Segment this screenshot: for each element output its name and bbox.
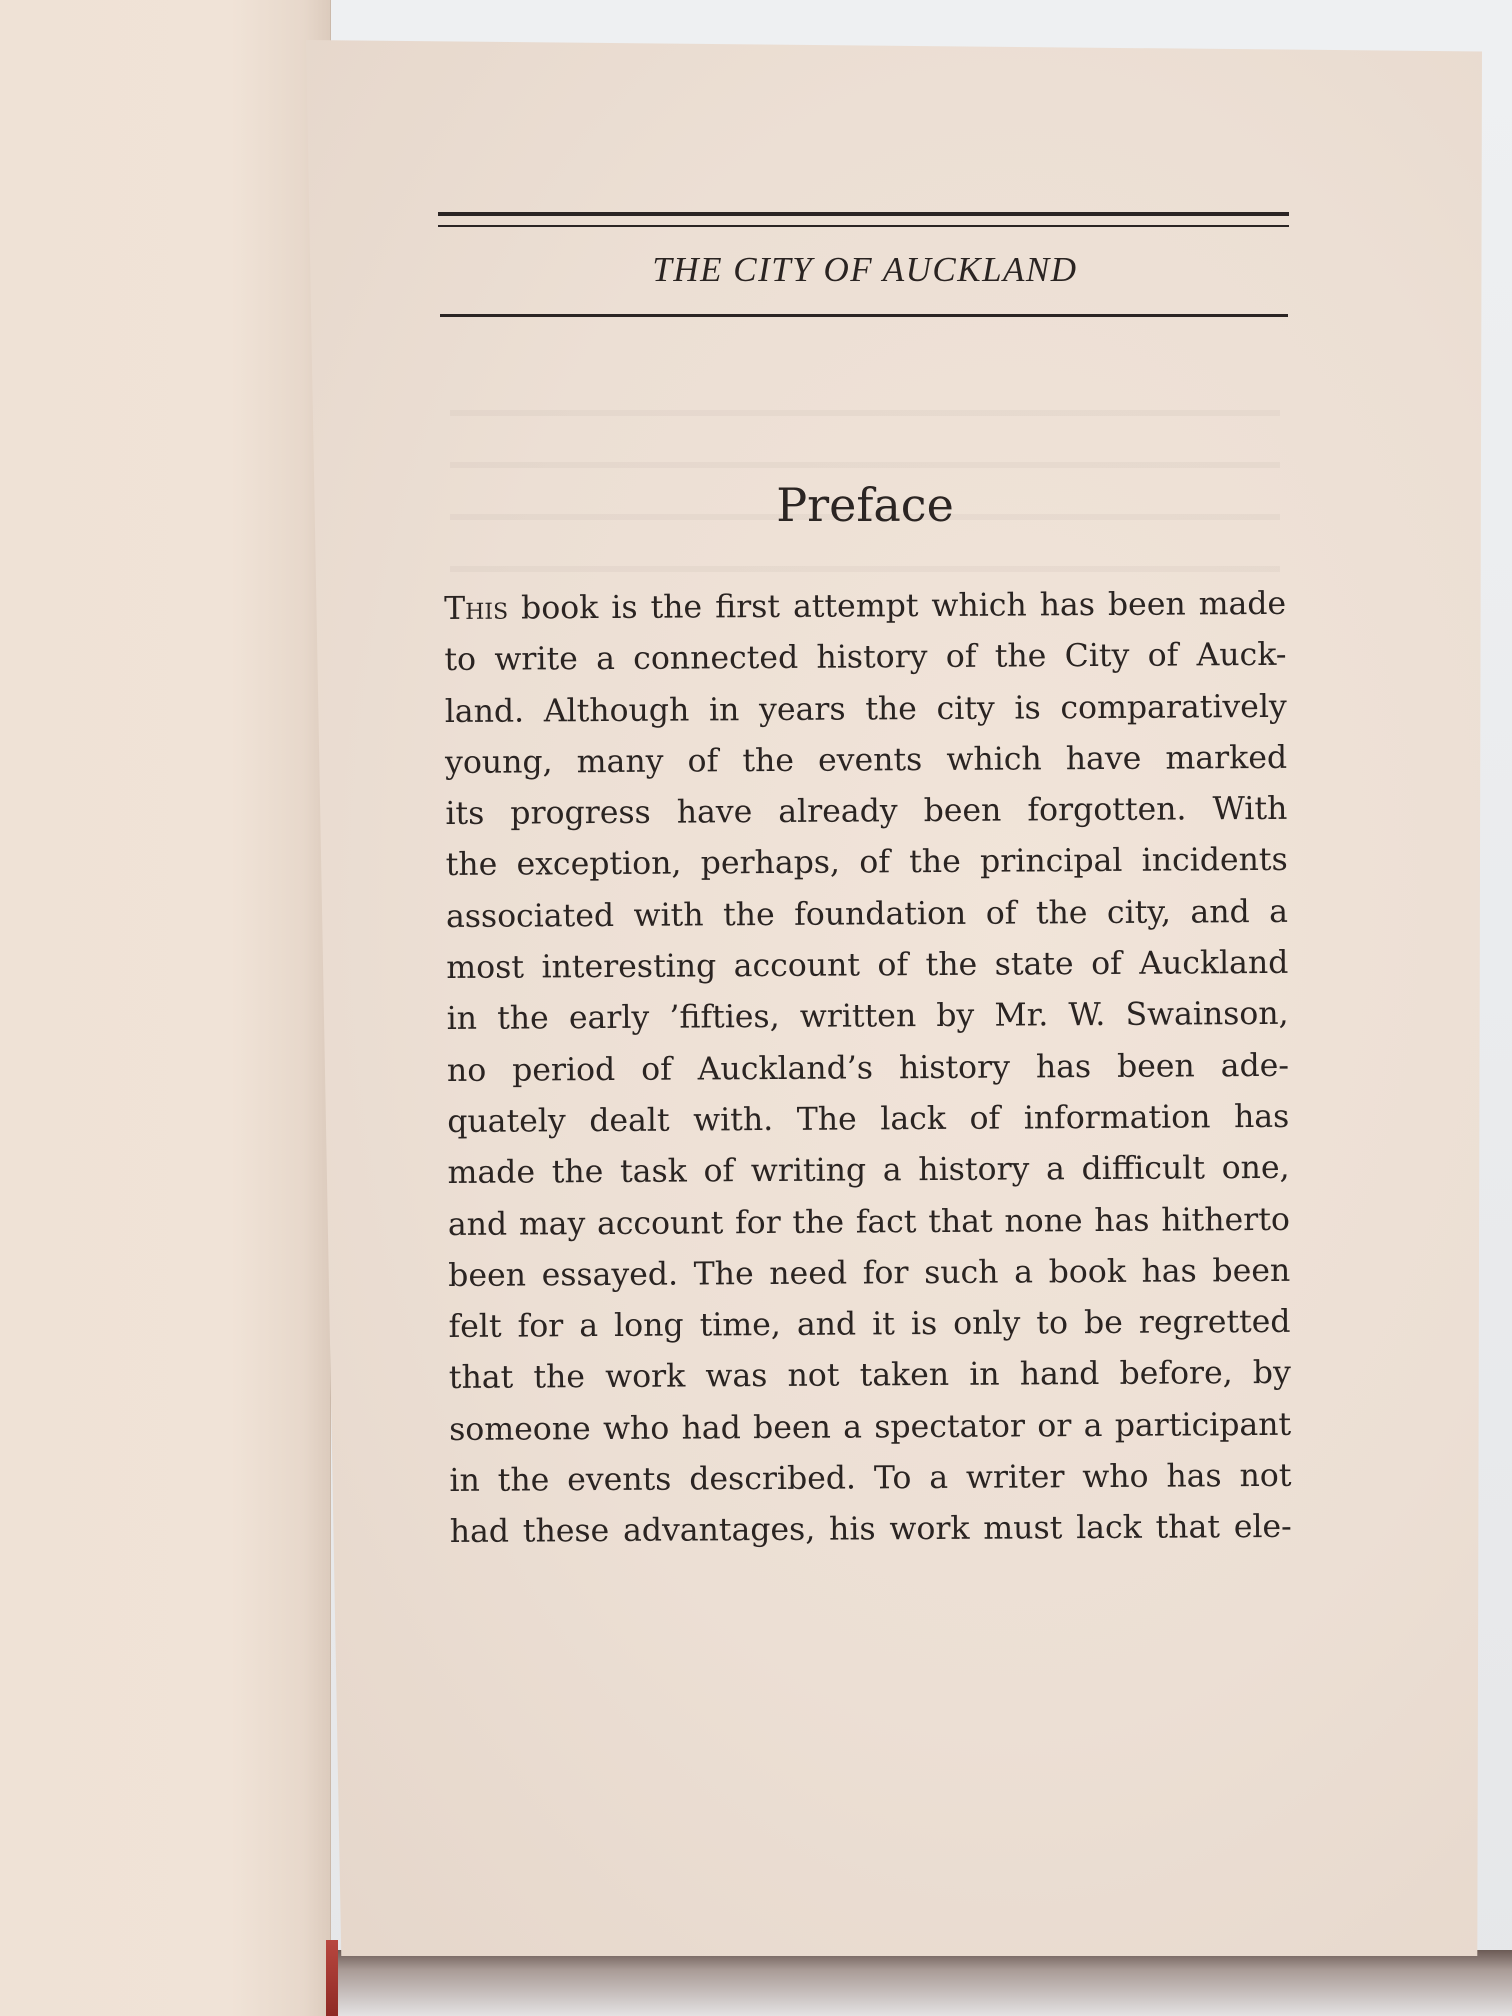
text-line: that the work was not taken in hand before, by xyxy=(448,1355,1291,1397)
text-line: no period of Auckland’s history has been ade- xyxy=(446,1047,1290,1089)
text-line: been essayed. The need for such a book has been xyxy=(448,1252,1291,1294)
text-line: land. Although in years the city is comparatively xyxy=(444,688,1287,730)
text-line: to write a connected history of the City of Auck- xyxy=(444,637,1287,679)
text-line: the exception, perhaps, of the principal incidents xyxy=(445,842,1288,884)
text-line: associated with the foundation of the city, and a xyxy=(445,893,1289,935)
book-bottom-edge xyxy=(330,1950,1512,2016)
text-line: made the task of writing a history a difficult one, xyxy=(447,1150,1290,1192)
text-line: most interesting account of the state of Auckland xyxy=(446,944,1289,987)
text-line: its progress have already been forgotten. With xyxy=(445,791,1288,833)
body-paragraph xyxy=(444,579,1292,1559)
text-line: had these advantages, his work must lack that ele- xyxy=(449,1509,1292,1551)
text-line: felt for a long time, and it is only to be regretted xyxy=(448,1303,1291,1346)
left-page xyxy=(0,0,331,2016)
header-rule-top-thick xyxy=(438,212,1289,216)
page-heading: Preface xyxy=(776,478,954,532)
text-line: in the early ’fifties, written by Mr. W. Swainson, xyxy=(446,996,1289,1038)
drop-word: This xyxy=(444,590,509,627)
text-line: This book is the first attempt which has been made xyxy=(444,585,1287,627)
text-line: quately dealt with. The lack of information has xyxy=(447,1098,1290,1140)
header-rule-top-thin xyxy=(438,225,1289,227)
header-rule-bottom xyxy=(440,314,1288,317)
text-line: and may account for the fact that none has hitherto xyxy=(447,1201,1291,1243)
text-line: in the events described. To a writer who has not xyxy=(449,1457,1292,1500)
text-line: someone who had been a spectator or a participant xyxy=(449,1406,1292,1448)
running-head: THE CITY OF AUCKLAND xyxy=(652,250,1078,289)
text-line: young, many of the events which have marked xyxy=(444,739,1288,781)
book-cover-edge xyxy=(326,1940,338,2016)
